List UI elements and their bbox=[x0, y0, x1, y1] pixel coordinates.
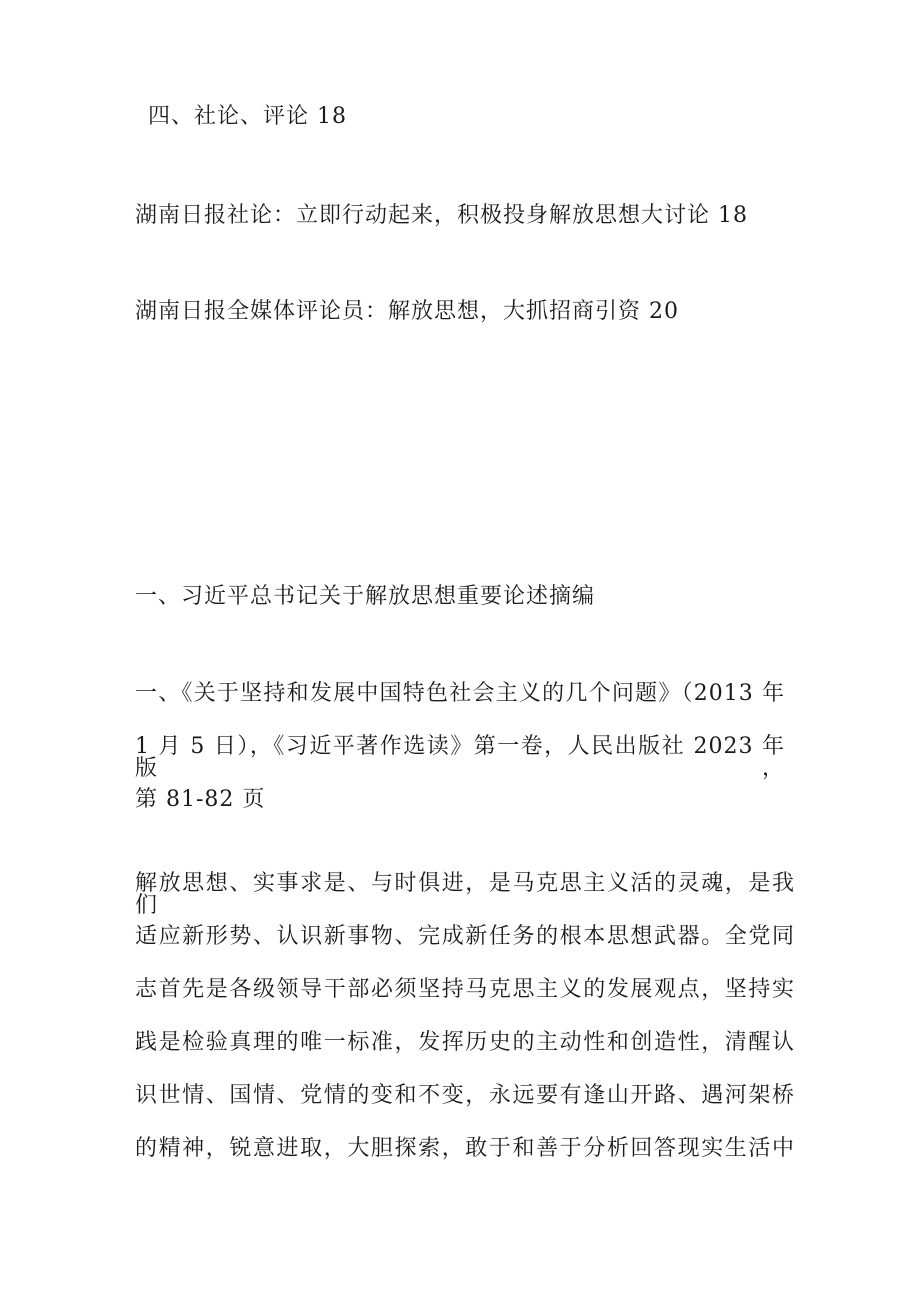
source-line-2: 1 月 5 日），《习近平著作选读》第一卷，人民出版社 2023 年版， bbox=[135, 734, 785, 781]
paragraph-line: 解放思想、实事求是、与时俱进，是马克思主义活的灵魂，是我们 bbox=[135, 871, 795, 918]
toc-entry-commentary: 湖南日报全媒体评论员：解放思想，大抓招商引资 20 bbox=[135, 299, 679, 324]
paragraph-line: 践是检验真理的唯一标准，发挥历史的主动性和创造性，清醒认 bbox=[135, 1030, 795, 1055]
paragraph-line: 识世情、国情、党情的变和不变，永远要有逢山开路、遇河架桥 bbox=[135, 1083, 795, 1108]
paragraph-line: 志首先是各级领导干部必须坚持马克思主义的发展观点，坚持实 bbox=[135, 977, 795, 1002]
source-line-1: 一、《关于坚持和发展中国特色社会主义的几个问题》（2013 年 bbox=[135, 681, 785, 706]
paragraph-line: 的精神，锐意进取，大胆探索，敢于和善于分析回答现实生活中 bbox=[135, 1136, 795, 1161]
chapter-heading: 一、习近平总书记关于解放思想重要论述摘编 bbox=[135, 584, 596, 609]
source-citation bbox=[135, 683, 795, 842]
source-line-3: 第 81-82 页 bbox=[135, 787, 266, 812]
paragraph-line: 适应新形势、认识新事物、完成新任务的根本思想武器。全党同 bbox=[135, 924, 795, 949]
toc-section-heading: 四、社论、评论 18 bbox=[148, 104, 347, 129]
toc-entry-editorial: 湖南日报社论：立即行动起来，积极投身解放思想大讨论 18 bbox=[135, 203, 748, 228]
body-paragraph bbox=[135, 873, 795, 1191]
